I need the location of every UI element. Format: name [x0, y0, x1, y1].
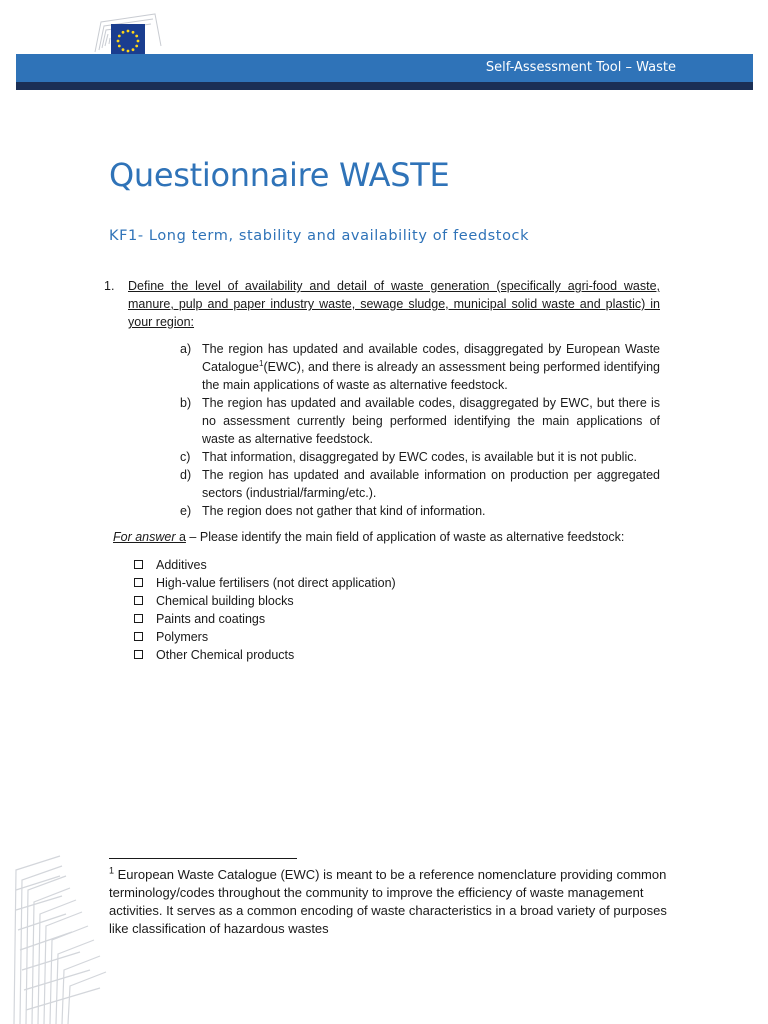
eu-stars-icon: [111, 24, 145, 58]
option-label: Paints and coatings: [156, 612, 266, 626]
followup-answer-ref: a: [179, 530, 186, 544]
followup-prefix: For answer: [113, 530, 179, 544]
answer-list: [180, 340, 660, 520]
option-label: Additives: [156, 558, 207, 572]
footnote-separator: [109, 858, 297, 859]
footnote: [109, 866, 669, 938]
header-title: Self-Assessment Tool – Waste: [485, 60, 676, 75]
header-underline-band: [16, 82, 753, 90]
checkbox[interactable]: [134, 578, 143, 587]
answer-letter: b): [180, 396, 192, 410]
answer-letter: c): [180, 450, 191, 464]
answer-e: [180, 502, 660, 520]
question-text: Define the level of availability and detail of waste generation (specifically agri-food waste, manure, pulp and paper industry waste, sewage sludge, municipal solid waste and plastic) in your region:: [128, 279, 660, 329]
answer-text: The region does not gather that kind of information.: [202, 504, 486, 518]
answer-text: [202, 340, 660, 394]
answer-d: [180, 466, 660, 502]
checkbox[interactable]: [134, 650, 143, 659]
answer-text-part: (EWC), and there is already an assessment being performed identifying the main applications of waste as alternative feedstock.: [202, 360, 660, 392]
answer-c: [180, 448, 660, 466]
checkbox[interactable]: [134, 596, 143, 605]
answer-letter: a): [180, 342, 192, 356]
followup-text: – Please identify the main field of application of waste as alternative feedstock:: [185, 530, 625, 544]
checkbox[interactable]: [134, 632, 143, 641]
eu-flag: [111, 24, 145, 58]
section-heading: KF1- Long term, stability and availability of feedstock: [109, 228, 530, 244]
footnote-number: 1: [109, 865, 115, 876]
option-label: Chemical building blocks: [156, 594, 294, 608]
followup-prompt: [113, 528, 673, 546]
footnote-text: European Waste Catalogue (EWC) is meant to be a reference nomenclature providing common terminology/codes throughout the community to improve the efficiency of waste management activities. It serves as a common encoding of waste characteristics in a broad variety of purposes like classification of hazardous wastes: [109, 867, 667, 936]
answer-text: The region has updated and available codes, disaggregated by EWC, but there is no assessment currently being performed identifying the main applications of waste as alternative feedstock.: [202, 396, 660, 446]
answer-text: That information, disaggregated by EWC codes, is available but it is not public.: [202, 450, 637, 464]
footnote-ref[interactable]: 1: [259, 358, 264, 368]
answer-text-part: The region has updated and available codes, disaggregated by European Waste Catalogue: [202, 342, 660, 374]
answer-letter: e): [180, 504, 192, 518]
answer-b: [180, 394, 660, 448]
answer-letter: d): [180, 468, 192, 482]
building-watermark-icon: [0, 850, 110, 1024]
answer-a: [180, 340, 660, 394]
document-title: Questionnaire WASTE: [109, 156, 450, 194]
checkbox[interactable]: [134, 614, 143, 623]
checkbox[interactable]: [134, 560, 143, 569]
option-label: Other Chemical products: [156, 648, 295, 662]
question-number: 1.: [104, 279, 115, 293]
option-label: Polymers: [156, 630, 209, 644]
option-label: High-value fertilisers (not direct application): [156, 576, 396, 590]
answer-text: The region has updated and available information on production per aggregated sectors (industrial/farming/etc.).: [202, 468, 660, 500]
